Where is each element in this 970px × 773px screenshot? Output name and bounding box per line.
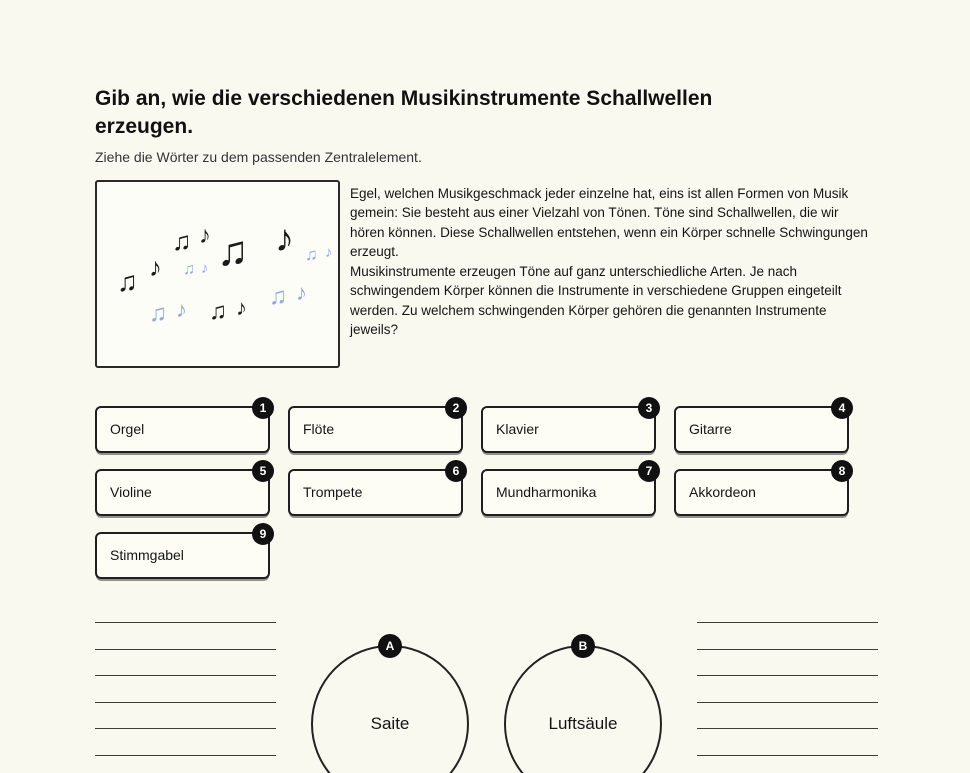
number-badge: 1 <box>252 397 274 419</box>
music-note-icon: ♪ <box>236 294 247 320</box>
drag-instruction: Ziehe die Wörter zu dem passenden Zentralelement. <box>95 148 422 165</box>
word-chip-mundharmonika[interactable] <box>481 463 656 516</box>
number-badge: 5 <box>252 460 274 482</box>
writing-line <box>95 675 276 676</box>
intro-row <box>95 180 875 368</box>
word-chip-akkordeon[interactable] <box>674 463 849 516</box>
number-badge: 2 <box>445 397 467 419</box>
word-chip-label: Flöte <box>303 421 335 438</box>
number-badge: 9 <box>252 523 274 545</box>
music-notes-illustration <box>95 180 340 368</box>
worksheet-content <box>95 85 875 579</box>
letter-badge: A <box>378 634 402 658</box>
writing-line <box>697 649 878 650</box>
number-badge: 3 <box>638 397 660 419</box>
music-note-icon: ♪ <box>199 221 211 249</box>
writing-lines-left <box>95 622 276 773</box>
drop-target-luftsaeule[interactable] <box>504 639 662 773</box>
writing-line <box>95 702 276 703</box>
word-chip-stimmgabel[interactable] <box>95 526 270 579</box>
writing-line <box>697 702 878 703</box>
word-chip-klavier[interactable] <box>481 400 656 453</box>
word-chip-floete[interactable] <box>288 400 463 453</box>
music-note-icon: ♪ <box>201 259 209 277</box>
word-bank <box>95 400 849 579</box>
word-chip-label: Mundharmonika <box>496 484 597 501</box>
drop-target-label: Luftsäule <box>548 714 618 733</box>
writing-line <box>697 675 878 676</box>
music-note-icon: ♫ <box>149 299 167 327</box>
writing-lines-right <box>697 622 878 773</box>
word-chip-label: Violine <box>110 484 152 501</box>
music-note-icon: ♫ <box>183 260 195 278</box>
writing-line <box>697 622 878 623</box>
page-title: Gib an, wie die verschiedenen Musikinstrumente Schallwellen erzeugen. <box>95 87 713 139</box>
music-note-icon: ♪ <box>176 296 187 322</box>
word-chip-label: Stimmgabel <box>110 547 184 564</box>
writing-line <box>95 649 276 650</box>
intro-paragraph-1: Egel, welchen Musikgeschmack jeder einzelne hat, eins ist allen Formen von Musik gemein: Sie besteht aus einer Vielzahl von Tönen. Töne sind Schallwellen, die wir hören können. Diese Schallwellen entstehen, wenn ein Körper schnelle Schwingungen erzeugt. <box>350 185 868 260</box>
drop-target-saite[interactable] <box>311 639 469 773</box>
word-chip-label: Trompete <box>303 484 363 501</box>
writing-line <box>95 622 276 623</box>
music-note-icon: ♪ <box>149 251 162 282</box>
word-chip-label: Orgel <box>110 421 145 438</box>
word-chip-violine[interactable] <box>95 463 270 516</box>
number-badge: 6 <box>445 460 467 482</box>
writing-line <box>95 755 276 756</box>
intro-text <box>350 180 872 368</box>
writing-line <box>697 755 878 756</box>
music-note-icon: ♫ <box>117 265 138 297</box>
music-note-icon: ♫ <box>172 225 192 256</box>
letter-badge: B <box>571 634 595 658</box>
music-note-icon: ♪ <box>325 243 333 261</box>
number-badge: 4 <box>831 397 853 419</box>
word-chip-label: Akkordeon <box>689 484 756 501</box>
word-chip-label: Gitarre <box>689 421 732 438</box>
writing-line <box>697 728 878 729</box>
music-note-icon: ♪ <box>275 217 294 260</box>
writing-line <box>95 728 276 729</box>
music-note-icon: ♫ <box>269 282 287 310</box>
music-note-icon: ♫ <box>305 244 318 264</box>
word-chip-orgel[interactable] <box>95 400 270 453</box>
drop-target-label: Saite <box>370 714 410 733</box>
music-note-icon: ♫ <box>209 297 227 325</box>
answer-section <box>0 610 970 773</box>
music-note-icon: ♪ <box>296 279 307 305</box>
intro-paragraph-2: Musikinstrumente erzeugen Töne auf ganz unterschiedliche Arten. Je nach schwingendem Körper können die Instrumente in verschiedene Gruppen eingeteilt werden. Zu welchem schwingenden Körper gehören die genannten Instrumente jeweils? <box>350 263 842 338</box>
music-note-icon: ♫ <box>217 226 249 274</box>
number-badge: 7 <box>638 460 660 482</box>
word-chip-trompete[interactable] <box>288 463 463 516</box>
number-badge: 8 <box>831 460 853 482</box>
word-chip-gitarre[interactable] <box>674 400 849 453</box>
word-chip-label: Klavier <box>496 421 539 438</box>
